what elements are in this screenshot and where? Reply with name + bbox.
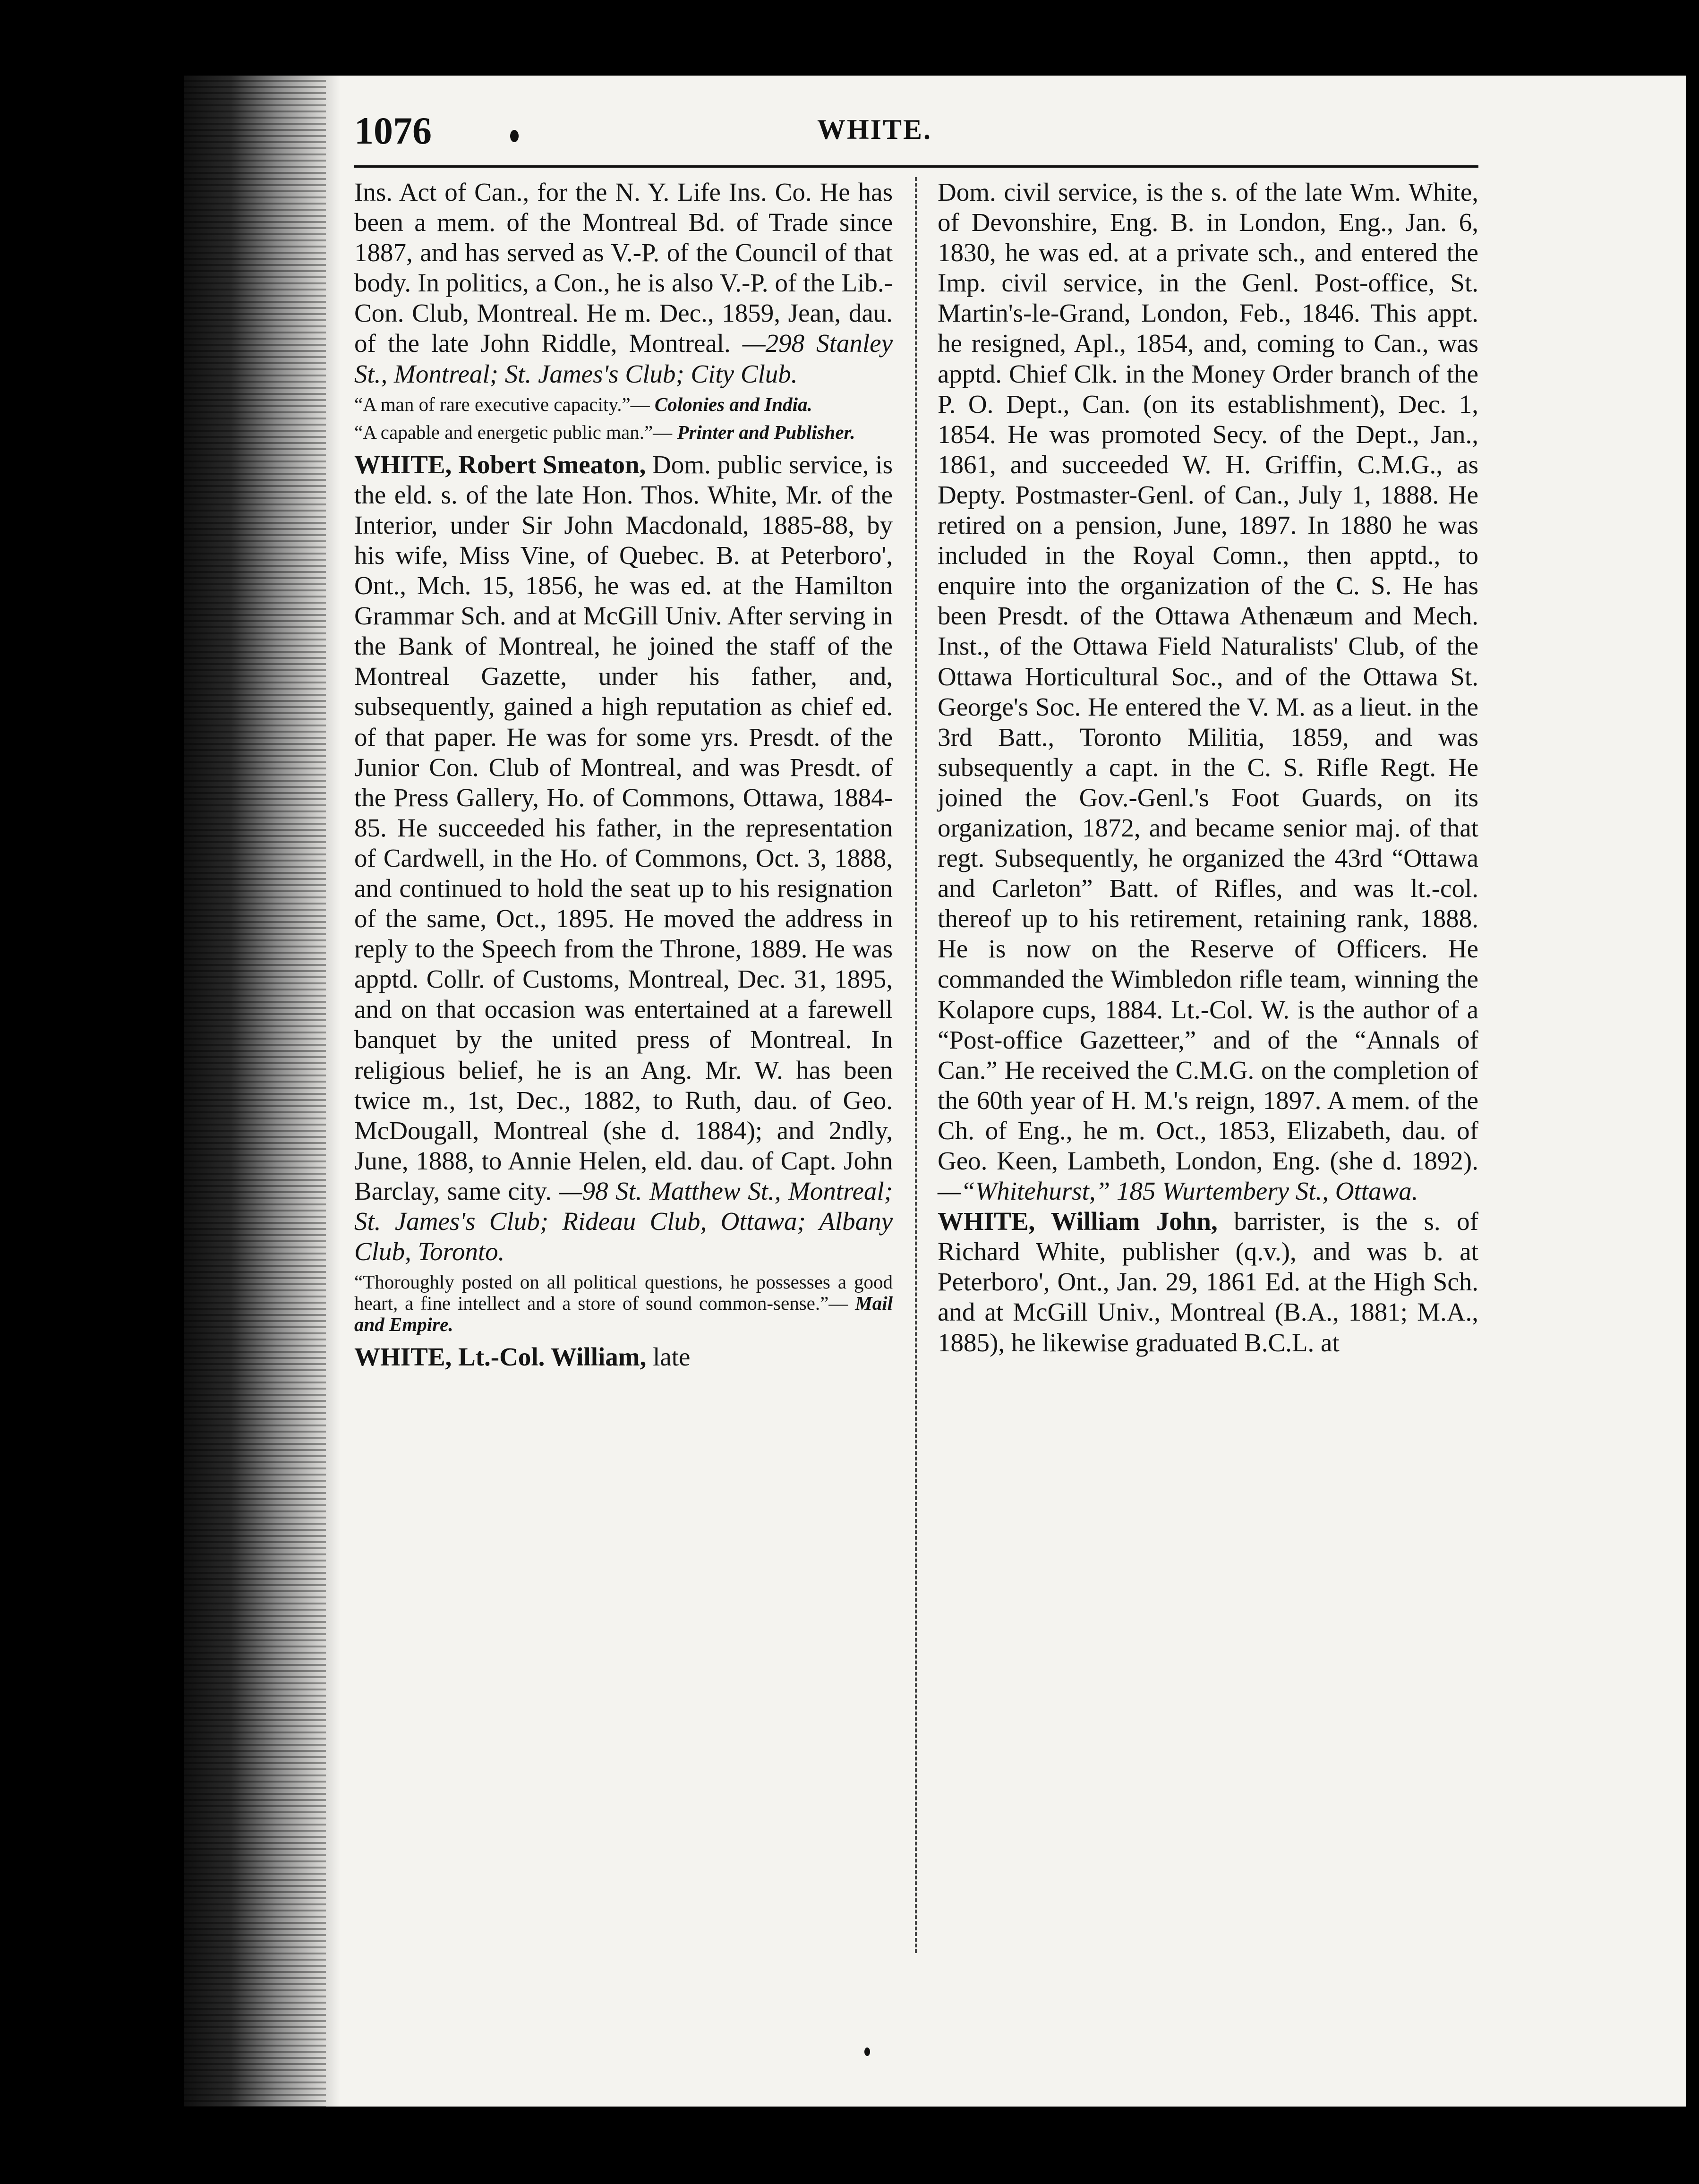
quote-source: Printer and Publisher. [677, 421, 855, 443]
page-number: 1076 [354, 109, 432, 152]
entry-name: WHITE, Robert Smeaton, [354, 450, 646, 479]
address-line: —298 Stanley St., Montreal; St. James's Club; City Club. [354, 329, 893, 388]
biography-entry [354, 1342, 893, 1372]
header-rule [354, 165, 1478, 168]
scan-streaks [184, 76, 326, 2107]
right-column [938, 177, 1478, 1358]
entry-text: Dom. public service, is the eld. s. of the late Hon. Thos. White, Mr. of the Interior, under Sir John Macdonald, 1885-88, by his wife, Miss Vine, of Quebec. B. at Peterboro', Ont., Mch. 15, 1856, he was ed. at the Hamilton Grammar Sch. and at McGill Univ. After serving in the Bank of Montreal, he joined the staff of the Montreal Gazette, under his father, and, subsequently, gained a high reputation as chief ed. of that paper. He was for some yrs. Presdt. of the Junior Con. Club of Montreal, and was Presdt. of the Press Gallery, Ho. of Commons, Ottawa, 1884-85. He succeeded his father, in the representation of Cardwell, in the Ho. of Commons, Oct. 3, 1888, and continued to hold the seat up to his resignation of the same, Oct., 1895. He moved the address in reply to the Speech from the Throne, 1889. He was apptd. Collr. of Customs, Montreal, Dec. 31, 1895, and on that occasion was entertained at a farewell banquet by the united press of Montreal. In religious belief, he is an Ang. Mr. W. has been twice m., 1st, Dec., 1882, to Ruth, dau. of Geo. McDougall, Montreal (she d. 1884); and 2ndly, June, 1888, to Annie Helen, eld. dau. of Capt. John Barclay, same city. [354, 450, 893, 1205]
quote-text: “Thoroughly posted on all political questions, he possesses a good heart, a fine intellect and a store of sound common-sense.”— [354, 1271, 893, 1314]
biography-entry [354, 450, 893, 1267]
paragraph-text: Dom. civil service, is the s. of the late Wm. White, of Devonshire, Eng. B. in London, Eng., Jan. 6, 1830, he was ed. at a private sch., and entered the Imp. civil service, in the Genl. Post-office, St. Martin's-le-Grand, London, Feb., 1846. This appt. he resigned, Apl., 1854, and, coming to Can., was apptd. Chief Clk. in the Money Order branch of the P. O. Dept., Can. (on its establishment), Dec. 1, 1854. He was promoted Secy. of the Dept., Jan., 1861, and succeeded W. H. Griffin, C.M.G., as Depty. Postmaster-Genl. of Can., July 1, 1888. He retired on a pension, June, 1897. In 1880 he was included in the Royal Comn., then apptd., to enquire into the organization of the C. S. He has been Presdt. of the Ottawa Athenæum and Mech. Inst., of the Ottawa Field Naturalists' Club, of the Ottawa Horticultural Soc., and of the Ottawa St. George's Soc. He entered the V. M. as a lieut. in the 3rd Batt., Toronto Militia, 1859, and was subsequently a capt. in the C. S. Rifle Regt. He joined the Gov.-Genl.'s Foot Guards, on its organization, 1872, and became senior maj. of that regt. Subsequently, he organized the 43rd “Ottawa and Carleton” Batt. of Rifles, and was lt.-col. thereof up to his retirement, retaining rank, 1888. He is now on the Reserve of Officers. He commanded the Wimbledon rifle team, winning the Kolapore cups, 1884. Lt.-Col. W. is the author of a “Post-office Gazetteer,” and of the “Annals of Can.” He received the C.M.G. on the completion of the 60th year of H. M.'s reign, 1897. A mem. of the Ch. of Eng., he m. Oct., 1853, Elizabeth, dau. of Geo. Keen, Lambeth, London, Eng. (she d. 1892). [938, 178, 1478, 1175]
ink-speck [864, 2048, 870, 2056]
column-divider [915, 177, 917, 1953]
quote-block [354, 422, 893, 443]
paragraph-text: Ins. Act of Can., for the N. Y. Life Ins. Co. He has been a mem. of the Montreal Bd. of Trade since 1887, and has served as V.-P. of the Council of that body. In politics, a Con., he is also V.-P. of the Lib.-Con. Club, Montreal. He m. Dec., 1859, Jean, dau. of the late John Riddle, Montreal. [354, 178, 893, 358]
address-line: —“Whitehurst,” 185 Wurtembery St., Ottawa. [938, 1177, 1418, 1206]
page-header [354, 99, 1478, 165]
quote-block [354, 1271, 893, 1335]
quote-block [354, 394, 893, 415]
entry-text: late [646, 1342, 691, 1372]
address-line: —98 St. Matthew St., Montreal; St. James's Club; Rideau Club, Ottawa; Albany Club, Toronto. [354, 1176, 893, 1266]
quote-source: Mail and Empire. [354, 1292, 893, 1336]
text-paragraph [354, 177, 893, 389]
entry-text: barrister, is the s. of Richard White, publisher (q.v.), and was b. at Peterboro', Ont., Jan. 29, 1861 Ed. at the High Sch. and at McGill Univ., Montreal (B.A., 1881; M.A., 1885), he likewise graduated B.C.L. at [938, 1207, 1478, 1357]
left-column [354, 177, 893, 1372]
biography-entry [938, 1206, 1478, 1357]
quote-source: Colonies and India. [654, 393, 812, 415]
quote-text: “A capable and energetic public man.”— [354, 421, 673, 443]
running-head: WHITE. [817, 114, 932, 145]
pencil-arc-mark [1332, 1488, 1686, 1737]
quote-text: “A man of rare executive capacity.”— [354, 393, 650, 415]
text-paragraph [938, 177, 1478, 1206]
entry-name: WHITE, Lt.-Col. William, [354, 1342, 647, 1372]
entry-name: WHITE, William John, [938, 1207, 1218, 1236]
